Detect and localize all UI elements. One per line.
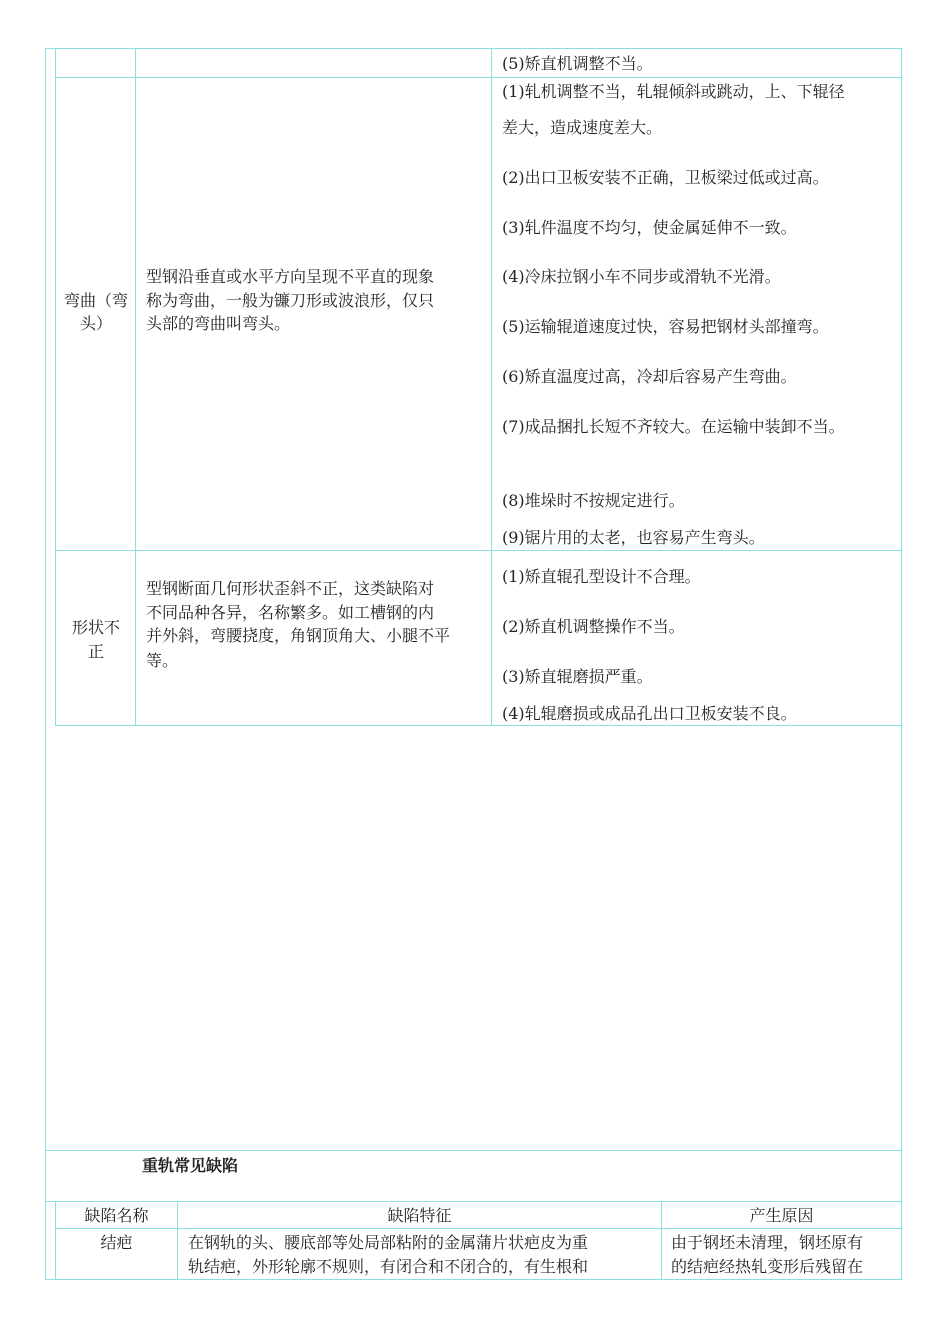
- row-bend-cause: 差大，造成速度差大。: [502, 118, 663, 137]
- row-bend-cause: (7)成品捆扎长短不齐较大。在运输中装卸不当。: [502, 417, 845, 436]
- table2-row1-name: 结疤: [100, 1233, 133, 1252]
- row-bend-feature-line: 称为弯曲，一般为镰刀形或波浪形，仅只: [146, 291, 435, 310]
- outer-left-border: [45, 48, 46, 1280]
- row-shape-feature-line: 并外斜，弯腰挠度，角钢顶角大、小腿不平: [146, 626, 451, 645]
- row-bend-cause: (4)冷床拉钢小车不同步或滑轨不光滑。: [502, 267, 781, 286]
- outer-bottom-border: [45, 1279, 902, 1280]
- row-bend-cause: (5)运输辊道速度过快，容易把钢材头部撞弯。: [502, 317, 829, 336]
- row-bend-cause: (9)锯片用的太老，也容易产生弯头。: [502, 528, 765, 547]
- row-shape-name-line2: 正: [87, 642, 104, 661]
- row-bend-name-line2: 头）: [79, 314, 112, 333]
- row-shape-cause: (3)矫直辊磨损严重。: [502, 667, 653, 686]
- table1-col1-divider: [135, 48, 136, 726]
- row-bend-feature-line: 头部的弯曲叫弯头。: [146, 314, 291, 333]
- table1-row0-bottom: [55, 77, 901, 78]
- table2-row1-feature-line: 在钢轨的头、腰底部等处局部粘附的金属蒲片状疤皮为重: [188, 1233, 589, 1252]
- section-top-line: [45, 1150, 902, 1151]
- outer-right-border: [901, 48, 902, 1280]
- table2-row1-feature-line: 轨结疤，外形轮廓不规则，有闭合和不闭合的，有生根和: [188, 1257, 589, 1276]
- table2-header-name: 缺陷名称: [84, 1206, 149, 1225]
- table2-header-cause: 产生原因: [749, 1206, 814, 1225]
- table2-header-feature: 缺陷特征: [387, 1206, 452, 1225]
- row-shape-feature-line: 型钢断面几何形状歪斜不正，这类缺陷对: [146, 579, 435, 598]
- table1-left-border: [55, 48, 56, 726]
- row-bend-cause: (2)出口卫板安装不正确，卫板梁过低或过高。: [502, 168, 829, 187]
- row-shape-cause: (4)轧辊磨损或成品孔出口卫板安装不良。: [502, 704, 797, 723]
- row-shape-cause: (1)矫直辊孔型设计不合理。: [502, 567, 701, 586]
- section-bottom-line: [45, 1201, 902, 1202]
- row-bend-cause: (8)堆垛时不按规定进行。: [502, 491, 685, 510]
- table2-row1-cause-line: 由于钢坯未清理，钢坯原有: [671, 1233, 864, 1252]
- row-bend-cause: (6)矫直温度过高，冷却后容易产生弯曲。: [502, 367, 797, 386]
- outer-top-border: [45, 48, 902, 49]
- row-shape-feature-line: 等。: [146, 651, 179, 670]
- row-shape-name-line1: 形状不: [71, 618, 120, 637]
- row-bend-cause: (1)轧机调整不当，轧辊倾斜或跳动，上、下辊径: [502, 82, 845, 101]
- row-bend-cause: (3)轧件温度不均匀，使金属延伸不一致。: [502, 218, 797, 237]
- row-shape-feature-line: 不同品种各异，名称繁多。如工槽钢的内: [146, 603, 435, 622]
- table1-row-bend-bottom: [55, 550, 901, 551]
- table2-row1-cause-line: 的结疤经热轧变形后残留在: [671, 1257, 864, 1276]
- row-bend-name-line1: 弯曲（弯: [63, 291, 128, 310]
- table2-header-bottom: [55, 1228, 901, 1229]
- row-bend-feature-line: 型钢沿垂直或水平方向呈现不平直的现象: [146, 267, 435, 286]
- section-title: 重轨常见缺陷: [142, 1156, 239, 1175]
- table1-col2-divider: [491, 48, 492, 726]
- row0-cause-5: (5)矫直机调整不当。: [502, 54, 653, 73]
- table1-bottom-border: [55, 725, 901, 726]
- row-shape-cause: (2)矫直机调整操作不当。: [502, 617, 685, 636]
